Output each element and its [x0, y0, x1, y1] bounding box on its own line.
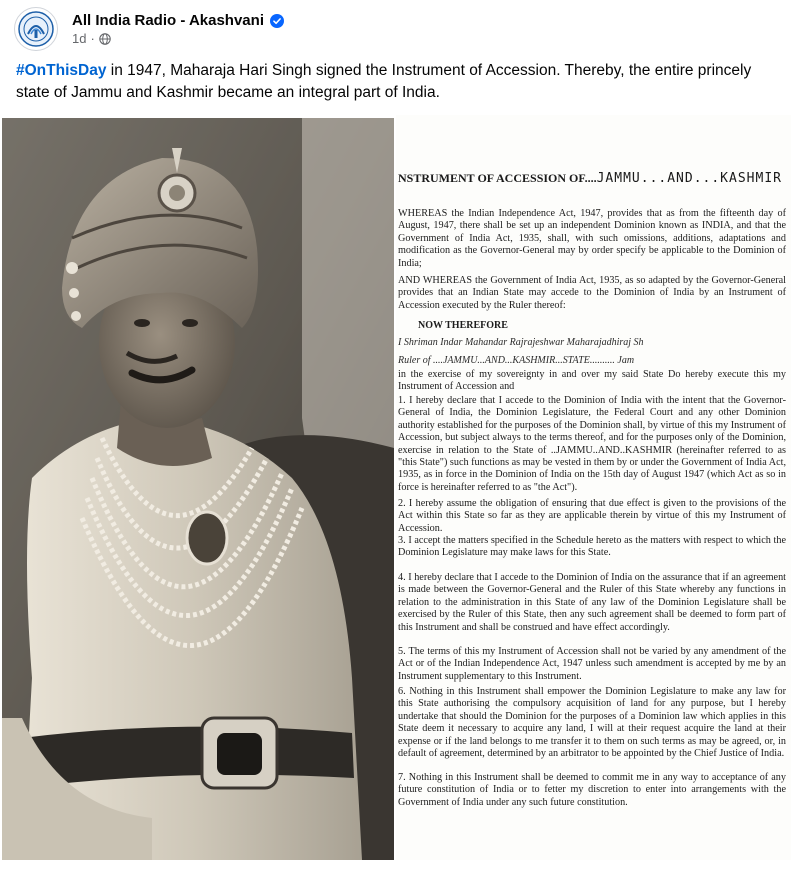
document-paragraph: 3. I accept the matters specified in the Schedule hereto as the matters with respect to which the Dominion Legislature may make laws for this State.: [398, 535, 786, 559]
page-avatar[interactable]: [14, 7, 58, 51]
document-paragraph: WHEREAS the Indian Independence Act, 1947, provides that as from the fifteenth day of August, 1947, there shall be set up an independent Dominion known as INDIA, and that the Government of India Act, 1935, shall, with such omissions, additions, adaptations and modification as the Governor-General may by order specify be applicable to the Dominion of India;: [398, 208, 786, 269]
document-title-prefix: NSTRUMENT OF ACCESSION OF....: [398, 171, 597, 185]
verified-badge-icon: [270, 14, 284, 28]
document-paragraph: 6. Nothing in this Instrument shall empower the Dominion Legislature to make any law for this State authorising the compulsory acquisition of land for any purpose, but I hereby undertake that should the Dominion for the purposes of a Dominion law which applies in this State deem it necessary to acquire any land, I will at their request acquire the land at their expense or if the land belongs to me transfer it to them on such terms as may be agreed, or, in default of agreement, determined by an arbitrator to be appointed by the Chief Justice of India.: [398, 686, 786, 760]
document-paragraph: 7. Nothing in this Instrument shall be deemed to commit me in any way to acceptance of any future constitution of India or to fetter my discretion to enter into arrangements with the Government of India under any such future constitution.: [398, 772, 786, 808]
globe-icon[interactable]: [99, 33, 111, 45]
post-photo[interactable]: [0, 115, 791, 860]
post-header: [14, 4, 284, 54]
akashvani-logo-icon: [17, 10, 55, 48]
instrument-of-accession-document: [396, 115, 791, 860]
post-timestamp[interactable]: 1d: [72, 31, 87, 46]
document-paragraph: 4. I hereby declare that I accede to the Dominion of India on the assurance that if an agreement is made between the Governor-General and the Ruler of this State whereby any functions in relation to the administration in this State of any law of the Dominion Legislature shall be exercised by the Ruler of this State, then any such agreement shall be deemed to form part of this Instrument and shall be construed and have effect accordingly.: [398, 572, 786, 633]
post-message: [16, 60, 776, 104]
document-paragraph: in the exercise of my sovereignty in and over my said State Do hereby execute this my Instrument of Accession and: [398, 369, 786, 393]
document-title: [398, 171, 782, 186]
document-paragraph: 1. I hereby declare that I accede to the Dominion of India with the intent that the Governor-General of India, the Dominion Legislature, the Federal Court and any other Dominion authority established for the purposes of the Dominion shall, by virtue of this my Instrument of Accession, but subject always to the terms thereof, and for the purposes only of the Dominion, exercise in relation to the State of ..JAMMU..AND..KASHMIR (hereinafter referred to as "this State") such functions as may be vested in them by or under the Government of India Act, 1935, as in force in the Dominion of India on the 15th day of August 1947 (which Act as so in force is hereinafter referred to as "the Act").: [398, 395, 786, 493]
separator-dot: ·: [90, 31, 95, 46]
hashtag-link[interactable]: #OnThisDay: [16, 62, 107, 79]
maharaja-portrait-image: [2, 118, 394, 860]
document-paragraph: AND WHEREAS the Government of India Act, 1935, as so adapted by the Governor-General provides that an Indian State may accede to the Dominion of India by an Instrument of Accession executed by the Ruler thereof:: [398, 275, 786, 311]
document-handwritten-line: I Shriman Indar Mahandar Rajrajeshwar Maharajadhiraj Sh: [398, 337, 644, 348]
document-title-state: JAMMU...AND...KASHMIR: [596, 171, 782, 186]
post-body-text: in 1947, Maharaja Hari Singh signed the Instrument of Accession. Thereby, the entire princely state of Jammu and Kashmir became an integral part of India.: [16, 62, 752, 101]
document-handwritten-line: Ruler of ....JAMMU...AND...KASHMIR...STATE.......... Jam: [398, 355, 635, 366]
document-paragraph: 2. I hereby assume the obligation of ensuring that due effect is given to the provisions of the Act within this State so far as they are applicable therein by virtue of this my Instrument of Accession.: [398, 498, 786, 534]
page-name-link[interactable]: All India Radio - Akashvani: [72, 12, 264, 29]
document-heading: NOW THEREFORE: [418, 320, 508, 331]
document-paragraph: 5. The terms of this my Instrument of Accession shall not be varied by any amendment of the Act or of the Indian Independence Act, 1947 unless such amendment is accepted by me by an Instrument supplementary to this Instrument.: [398, 646, 786, 682]
